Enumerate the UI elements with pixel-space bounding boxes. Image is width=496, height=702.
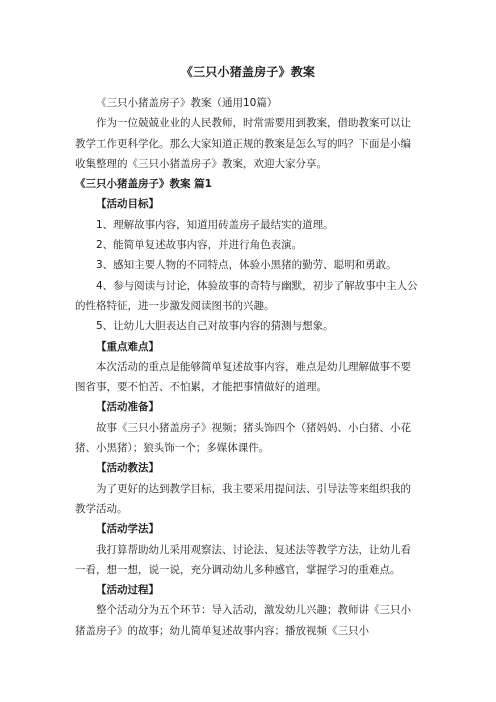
heading-teaching-method: 【活动教法】 bbox=[96, 462, 159, 475]
goal-item-1: 1、理解故事内容，知道用砖盖房子最结实的道理。 bbox=[96, 218, 334, 231]
heading-key-points: 【重点难点】 bbox=[96, 340, 159, 353]
goal-item-3: 3、感知主要人物的不同特点，体验小黑猪的勤劳、聪明和勇敢。 bbox=[96, 259, 397, 272]
document-body bbox=[75, 93, 421, 641]
goal-item-2: 2、能简单复述故事内容，并进行角色表演。 bbox=[96, 239, 303, 252]
key-points-paragraph: 本次活动的重点是能够简单复述故事内容，难点是幼儿理解做事不要图省事，要不怕苦、不怕累，才能把事情做好的道理。 bbox=[75, 360, 411, 394]
heading-preparation: 【活动准备】 bbox=[96, 401, 159, 414]
intro-paragraph: 作为一位兢兢业业的人民教师，时常需要用到教案，借助教案可以让教学工作更科学化。那么大家知道正规的教案是怎么写的吗？下面是小编收集整理的《三只小猪盖房子》教案，欢迎大家分享。 bbox=[75, 117, 411, 170]
subtitle-paragraph: 《三只小猪盖房子》教案（通用10篇） bbox=[96, 97, 278, 109]
learning-method-paragraph: 我打算帮助幼儿采用观察法、讨论法、复述法等教学方法，让幼儿看一看，想一想，说一说，充分调动幼儿多种感官，掌握学习的重难点。 bbox=[75, 543, 411, 576]
heading-activity-process: 【活动过程】 bbox=[96, 584, 159, 597]
goal-item-4: 4、参与阅读与讨论，体验故事的奇特与幽默，初步了解故事中主人公的性格特征，进一步激发阅读图书的兴趣。 bbox=[75, 279, 418, 312]
goal-item-5: 5、让幼儿大胆表达自己对故事内容的猜测与想象。 bbox=[96, 320, 334, 333]
teaching-method-paragraph: 为了更好的达到教学目标，我主要采用提问法、引导法等来组织我的教学活动。 bbox=[75, 482, 411, 515]
heading-learning-method: 【活动学法】 bbox=[96, 523, 159, 536]
heading-activity-goals: 【活动目标】 bbox=[96, 198, 159, 211]
activity-process-paragraph: 整个活动分为五个环节：导入活动，激发幼儿兴趣；教师讲《三只小猪盖房子》的故事；幼儿简单复述故事内容；播放视频《三只小 bbox=[75, 604, 411, 637]
section-heading: 《三只小猪盖房子》教案 篇1 bbox=[75, 178, 212, 191]
preparation-paragraph: 故事《三只小猪盖房子》视频；猪头饰四个（猪妈妈、小白猪、小花猪、小黑猪）；狼头饰一个；多媒体课件。 bbox=[75, 421, 411, 455]
document-title: 《三只小猪盖房子》教案 bbox=[180, 65, 316, 79]
